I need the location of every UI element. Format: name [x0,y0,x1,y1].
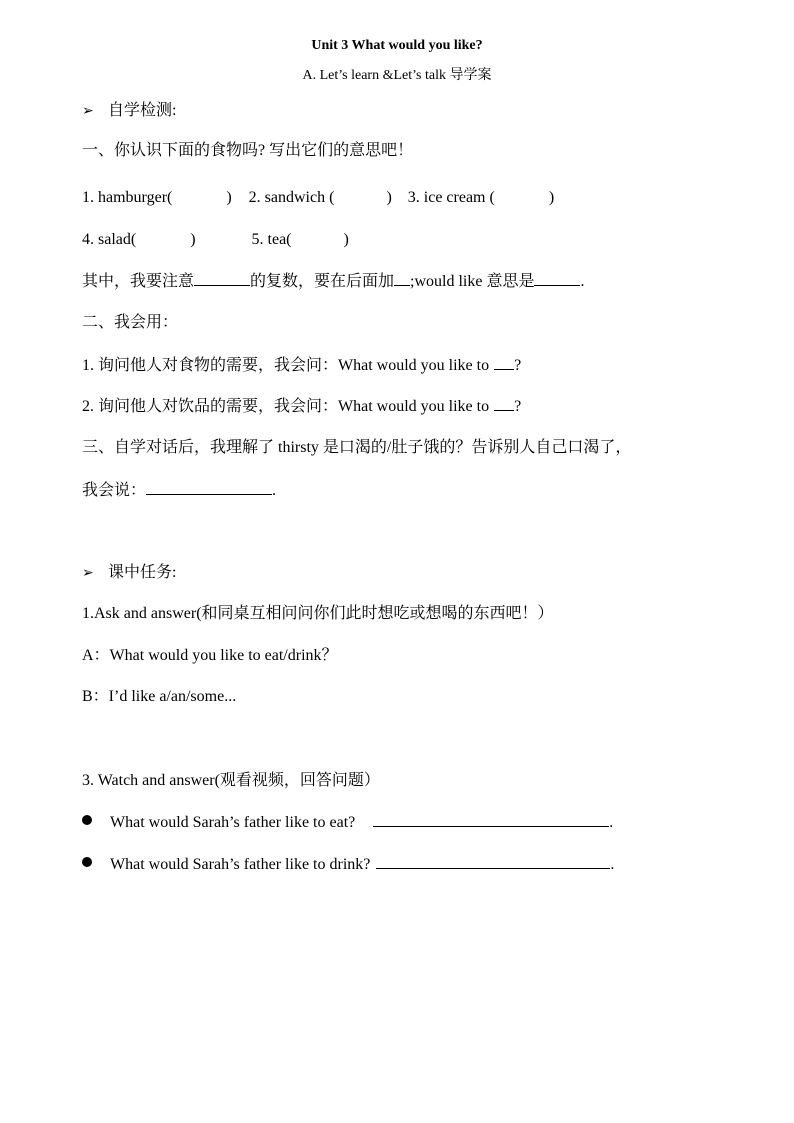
food-item-label: 5. tea( [251,231,292,248]
usage-question-1: 1. 询问他人对食物的需要，我会问：What would you like to ? [82,357,522,374]
dialogue-line-a: A：What would you like to eat/drink？ [82,647,338,664]
arrow-bullet-icon: ➢ [82,566,94,581]
in-class-heading-row [82,563,176,584]
page-title: Unit 3 What would you like? [311,38,483,53]
self-study-heading: 自学检测: [108,102,177,119]
usage-question-2: 2. 询问他人对饮品的需要，我会问：What would you like to ? [82,398,522,415]
self-study-heading-row [82,101,176,122]
plural-note: 其中，我要注意 的复数，要在后面加 ;would like 意思是 . [82,273,585,290]
part3-line-2: 我会说： . [82,482,277,499]
verb-blank[interactable] [494,355,514,370]
part3-line-1: 三、自学对话后，我理解了 thirsty 是口渴的/肚子饿的？告诉别人自己口渴了， [82,439,632,456]
suffix-blank[interactable] [394,271,410,286]
task1-heading: 1.Ask and answer(和同桌互相问问你们此时想吃或想喝的东西吧！） [82,605,554,622]
bullet-dot-icon [82,857,92,867]
food-item-label: 4. salad( [82,231,137,248]
food-item-label: 2. sandwich ( [248,189,335,206]
food-row-1: 1. hamburger( ) 2. sandwich ( ) 3. ice cream ( ) [82,189,555,206]
answer-line[interactable] [376,854,610,869]
answer-line[interactable] [373,812,609,827]
page-subtitle: A. Let’s learn &Let’s talk 导学案 [302,68,492,83]
arrow-bullet-icon: ➢ [82,104,94,119]
part2-heading: 二、我会用： [82,314,179,331]
food-item-label: 1. hamburger( [82,189,173,206]
food-item-label: 3. ice cream ( [407,189,495,206]
watch-question-2: What would Sarah’s father like to drink? . [82,854,614,875]
bullet-dot-icon [82,815,92,825]
part1-heading: 一、你认识下面的食物吗? 写出它们的意思吧！ [82,142,414,159]
verb-blank[interactable] [494,396,514,411]
dialogue-line-b: B：I’d like a/an/some... [82,688,237,705]
meaning-blank[interactable] [534,271,580,286]
in-class-heading: 课中任务: [108,564,177,581]
watch-question-1: What would Sarah’s father like to eat? . [82,812,613,833]
task3-heading: 3. Watch and answer(观看视频，回答问题） [82,772,380,789]
thirsty-sentence-blank[interactable] [146,480,272,495]
food-row-2: 4. salad( ) 5. tea( ) [82,231,349,248]
plural-word-blank[interactable] [194,271,250,286]
